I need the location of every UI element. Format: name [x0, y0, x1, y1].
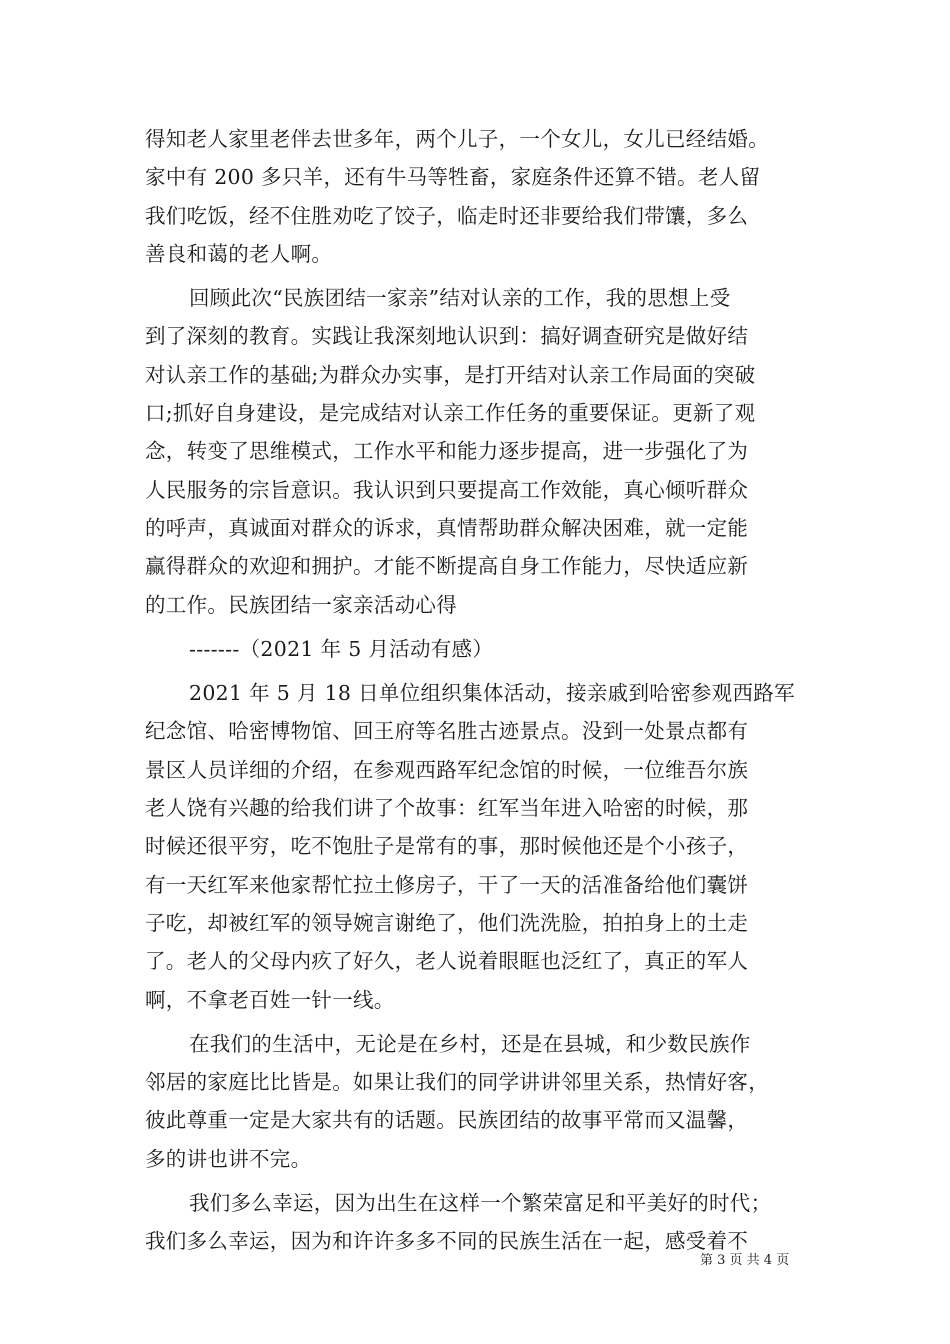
text-line: 的呼声，真诚面对群众的诉求，真情帮助群众解决困难，就一定能 [145, 515, 749, 540]
text-line: 了。老人的父母内疚了好久，老人说着眼眶也泛红了，真正的军人 [145, 949, 749, 974]
text-line: 时候还很平穷，吃不饱肚子是常有的事，那时候他还是个小孩子， [145, 834, 749, 859]
text-line: 老人饶有兴趣的给我们讲了个故事：红军当年进入哈密的时候，那 [145, 796, 749, 821]
text-line: 回顾此次“民族团结一家亲”结对认亲的工作，我的思想上受 [189, 286, 731, 311]
text-line: 家中有 200 多只羊，还有牛马等牲畜，家庭条件还算不错。老人留 [145, 165, 761, 190]
text-line: 多的讲也讲不完。 [145, 1146, 312, 1171]
text-line: 我们多么幸运，因为出生在这样一个繁荣富足和平美好的时代； [189, 1191, 772, 1216]
text-line: 邻居的家庭比比皆是。如果让我们的同学讲讲邻里关系，热情好客， [145, 1070, 769, 1095]
paragraph [145, 674, 810, 1019]
text-line: 在我们的生活中，无论是在乡村，还是在县城，和少数民族作 [189, 1031, 751, 1056]
text-line: 纪念馆、哈密博物馆、回王府等名胜古迹景点。没到一处景点都有 [145, 719, 749, 744]
text-line: 子吃，却被红军的领导婉言谢绝了，他们洗洗脸，拍拍身上的土走 [145, 910, 749, 935]
page-number: 第 3 页 共 4 页 [700, 1253, 790, 1268]
document-body [145, 120, 810, 1261]
text-line: 有一天红军来他家帮忙拉土修房子，干了一天的活准备给他们囊饼 [145, 872, 749, 897]
text-line: 啊，不拿老百姓一针一线。 [145, 987, 395, 1012]
text-line: 彼此尊重一定是大家共有的话题。民族团结的故事平常而又温馨， [145, 1108, 749, 1133]
paragraph [145, 630, 810, 668]
text-line: 我们多么幸运，因为和许许多多不同的民族生活在一起，感受着不 [145, 1229, 749, 1254]
text-line: 的工作。民族团结一家亲活动心得 [145, 592, 457, 617]
text-line: 善良和蔼的老人啊。 [145, 241, 333, 266]
text-line: 人民服务的宗旨意识。我认识到只要提高工作效能，真心倾听群众 [145, 477, 749, 502]
text-line: 得知老人家里老伴去世多年，两个儿子，一个女儿，女儿已经结婚。 [145, 127, 769, 151]
text-line: 口;抓好自身建设，是完成结对认亲工作任务的重要保证。更新了观 [145, 401, 756, 426]
text-line: 我们吃饭，经不住胜劝吃了饺子，临走时还非要给我们带馕，多么 [145, 203, 749, 228]
text-line: -------（2021 年 5 月活动有感） [189, 636, 494, 661]
paragraph [145, 279, 810, 624]
text-line: 念，转变了思维模式，工作水平和能力逐步提高，进一步强化了为 [145, 439, 749, 464]
text-line: 对认亲工作的基础;为群众办实事，是打开结对认亲工作局面的突破 [145, 362, 756, 387]
paragraph [145, 120, 810, 273]
text-line: 2021 年 5 月 18 日单位组织集体活动，接亲戚到哈密参观西路军 [189, 681, 795, 706]
text-line: 景区人员详细的介绍，在参观西路军纪念馆的时候，一位维吾尔族 [145, 757, 749, 782]
text-line: 到了深刻的教育。实践让我深刻地认识到：搞好调查研究是做好结 [145, 324, 749, 349]
paragraph [145, 1025, 810, 1178]
text-line: 赢得群众的欢迎和拥护。才能不断提高自身工作能力，尽快适应新 [145, 554, 749, 579]
